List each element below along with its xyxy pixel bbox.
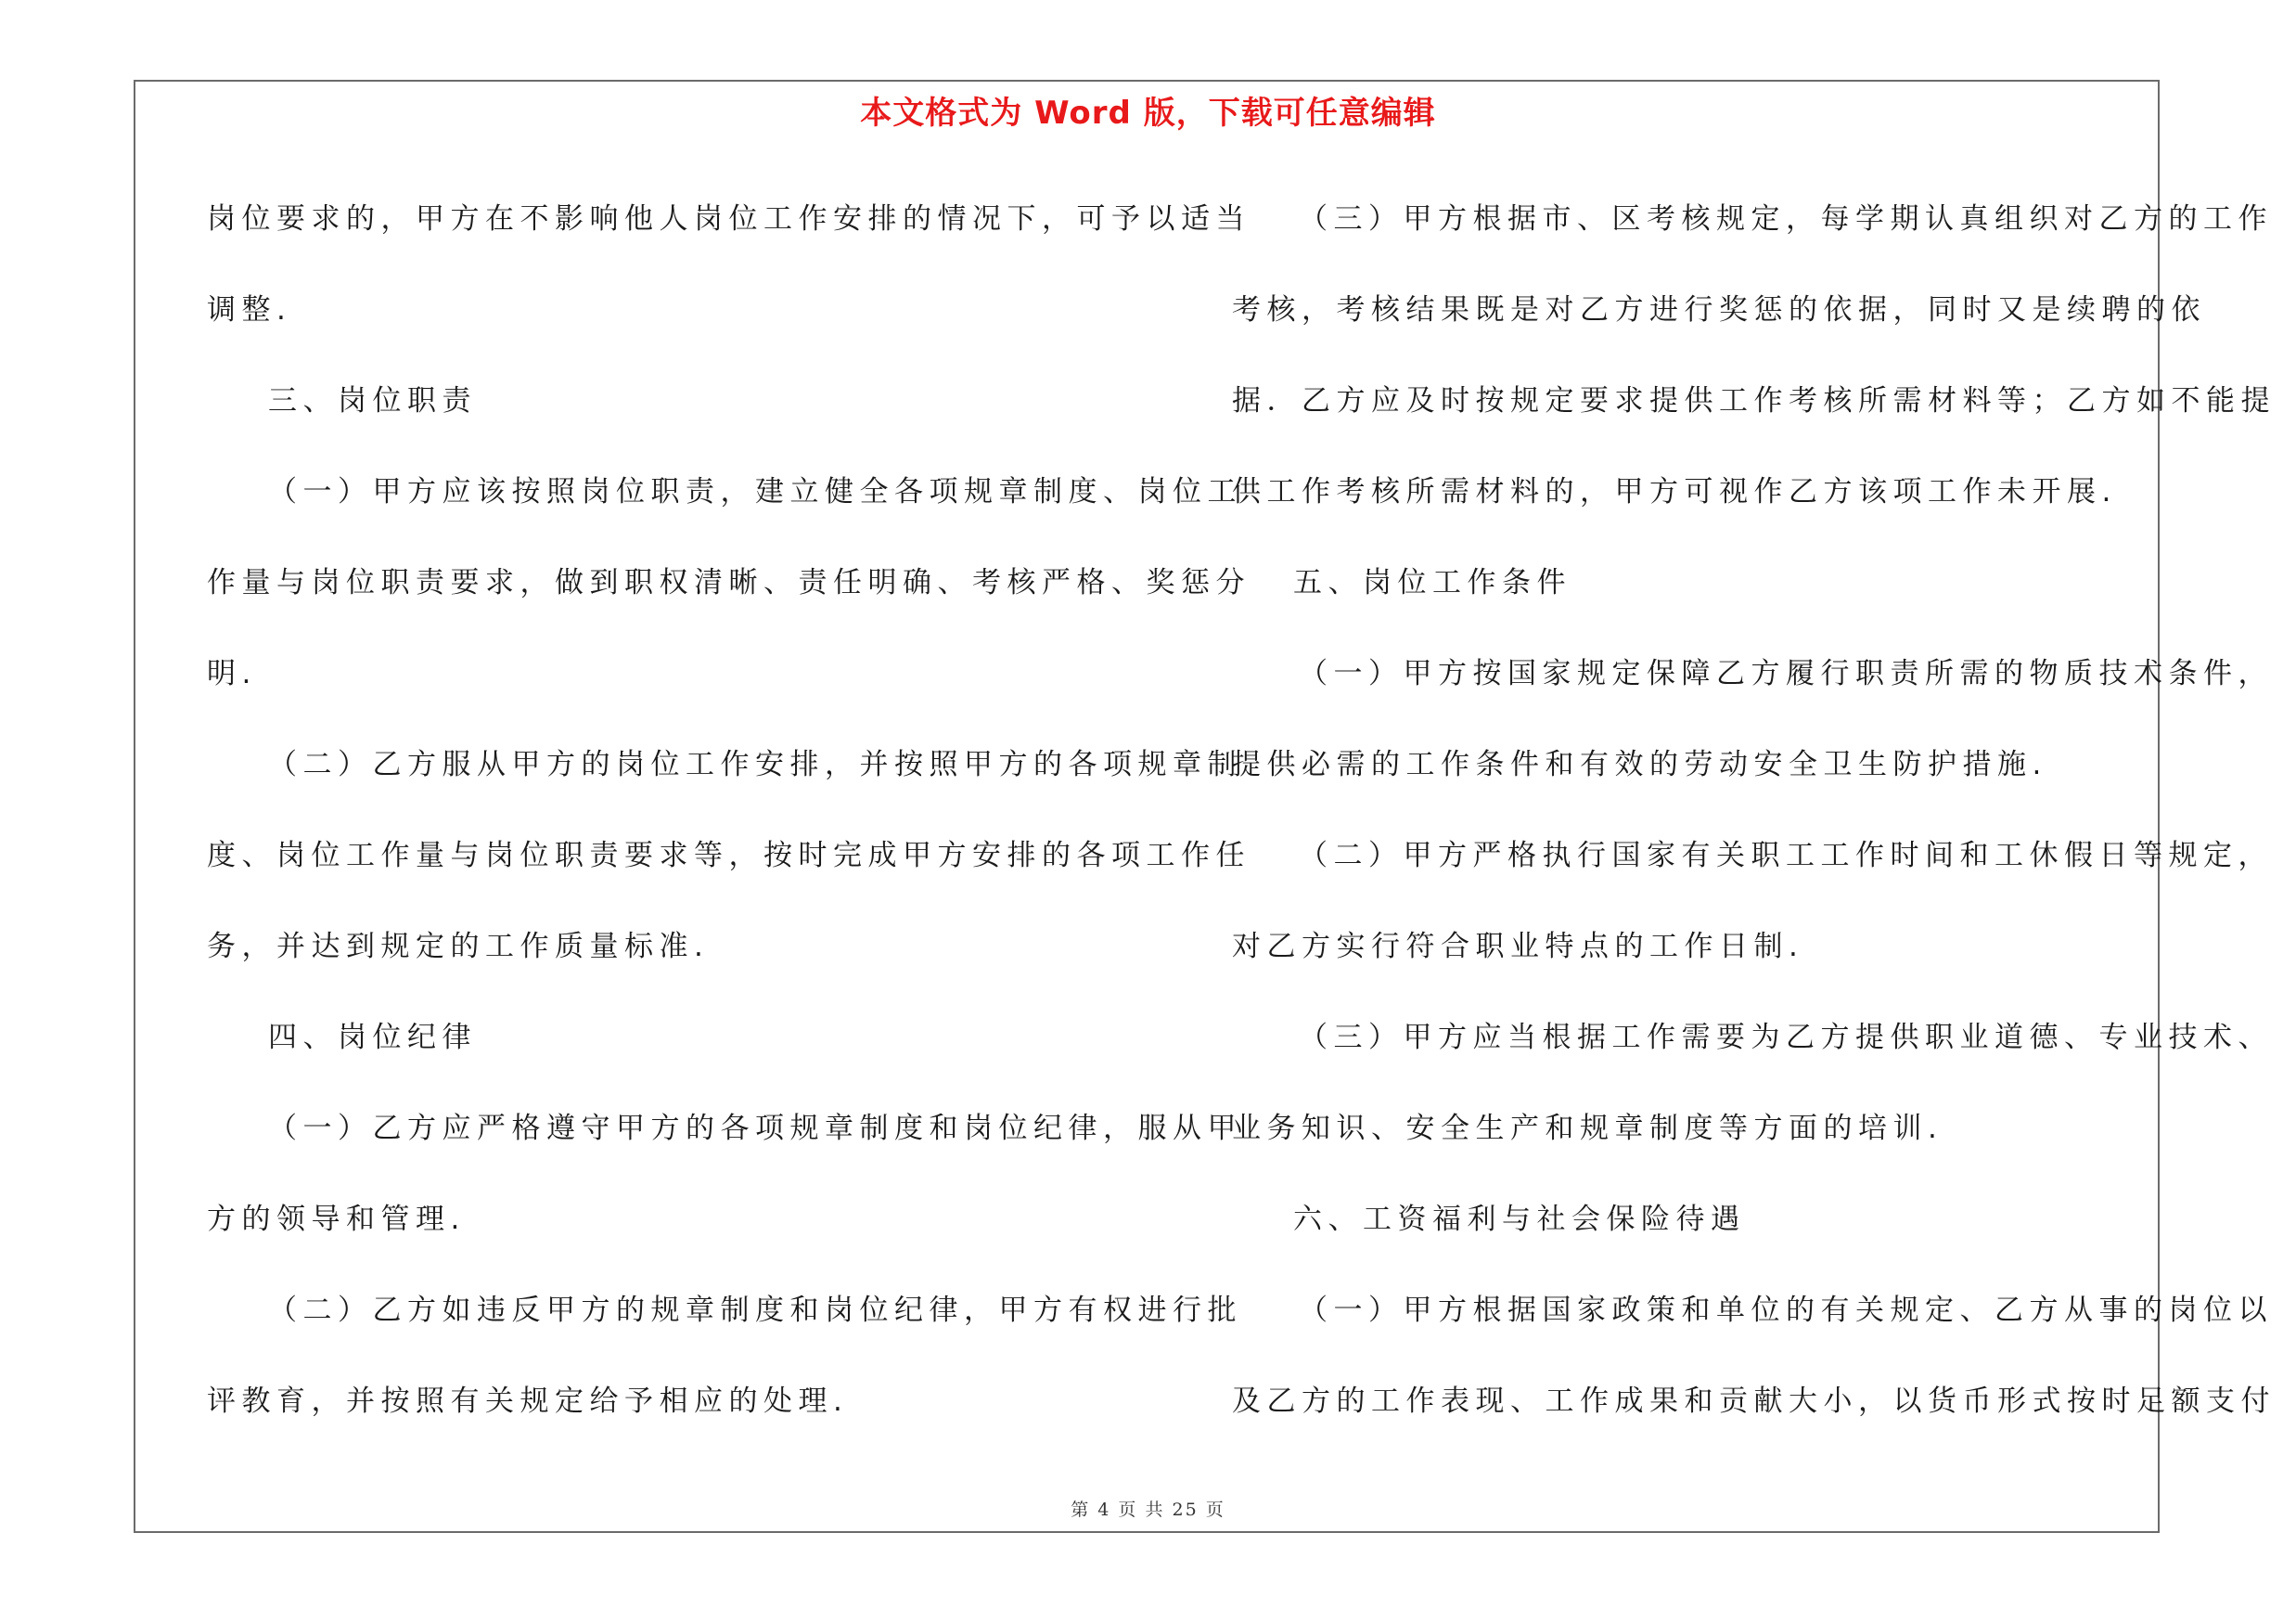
paragraph-line: 考核，考核结果既是对乙方进行奖惩的依据，同时又是续聘的依	[1232, 293, 2206, 327]
paragraph-line: （三）甲方根据市、区考核规定，每学期认真组织对乙方的工作	[1299, 202, 2273, 236]
paragraph-line: 作量与岗位职责要求，做到职权清晰、责任明确、考核严格、奖惩分	[207, 566, 1251, 599]
page-number-footer: 第 4 页 共 25 页	[1071, 1500, 1225, 1520]
paragraph-line: 据．乙方应及时按规定要求提供工作考核所需材料等；乙方如不能提	[1232, 384, 2276, 418]
paragraph-line: 对乙方实行符合职业特点的工作日制.	[1232, 930, 1804, 963]
paragraph-line: 供工作考核所需材料的，甲方可视作乙方该项工作未开展.	[1232, 475, 2117, 509]
paragraph-line: （一）甲方按国家规定保障乙方履行职责所需的物质技术条件，	[1299, 657, 2273, 690]
paragraph-line: （二）乙方服从甲方的岗位工作安排，并按照甲方的各项规章制	[268, 748, 1242, 781]
paragraph-line: 岗位要求的，甲方在不影响他人岗位工作安排的情况下，可予以适当	[207, 202, 1251, 236]
section-heading: 四、岗位纪律	[268, 1021, 477, 1054]
paragraph-line: 务，并达到规定的工作质量标准.	[207, 930, 710, 963]
section-heading: 六、工资福利与社会保险待遇	[1293, 1203, 1746, 1236]
paragraph-line: （三）甲方应当根据工作需要为乙方提供职业道德、专业技术、	[1299, 1021, 2273, 1054]
paragraph-line: （一）甲方根据国家政策和单位的有关规定、乙方从事的岗位以	[1299, 1294, 2273, 1327]
section-heading: 五、岗位工作条件	[1293, 566, 1571, 599]
paragraph-line: 业务知识、安全生产和规章制度等方面的培训.	[1232, 1112, 1943, 1145]
paragraph-line: （一）乙方应严格遵守甲方的各项规章制度和岗位纪律，服从甲	[268, 1112, 1242, 1145]
paragraph-line: （二）甲方严格执行国家有关职工工作时间和工休假日等规定，	[1299, 839, 2273, 872]
paragraph-line: 度、岗位工作量与岗位职责要求等，按时完成甲方安排的各项工作任	[207, 839, 1251, 872]
paragraph-line: 方的领导和管理.	[207, 1203, 466, 1236]
paragraph-line: 调整.	[207, 293, 292, 327]
section-heading: 三、岗位职责	[268, 384, 477, 418]
paragraph-line: 明.	[207, 657, 257, 690]
paragraph-line: 提供必需的工作条件和有效的劳动安全卫生防护措施.	[1232, 748, 2047, 781]
paragraph-line: 及乙方的工作表现、工作成果和贡献大小，以货币形式按时足额支付	[1232, 1385, 2276, 1418]
format-banner: 本文格式为 Word 版，下载可任意编辑	[860, 95, 1436, 132]
paragraph-line: 评教育，并按照有关规定给予相应的处理.	[207, 1385, 849, 1418]
paragraph-line: （一）甲方应该按照岗位职责，建立健全各项规章制度、岗位工	[268, 475, 1242, 509]
paragraph-line: （二）乙方如违反甲方的规章制度和岗位纪律，甲方有权进行批	[268, 1294, 1242, 1327]
